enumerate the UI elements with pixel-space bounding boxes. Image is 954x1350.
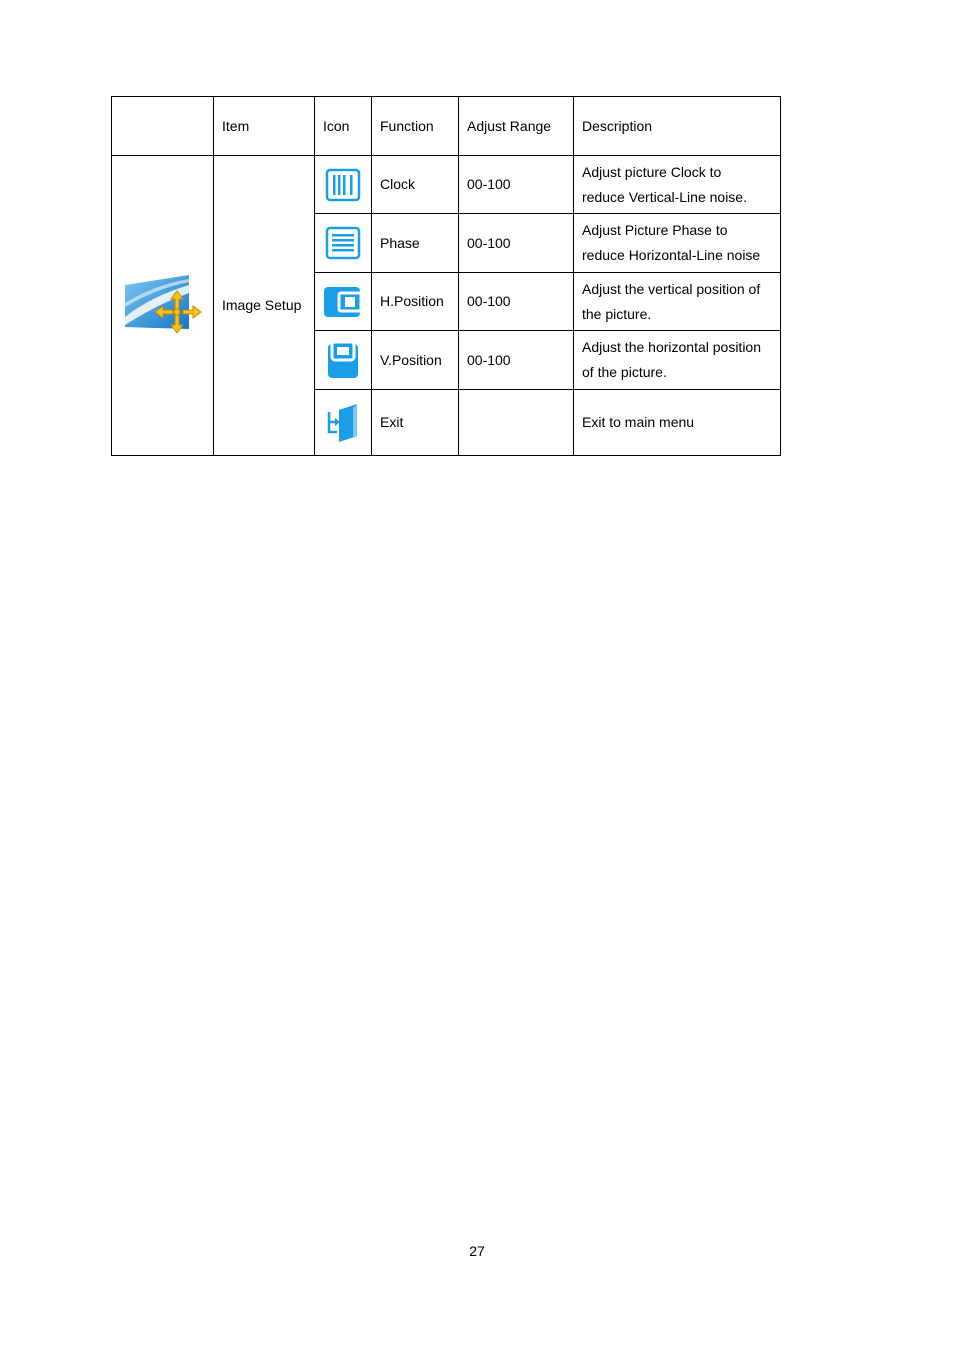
description-clock [574,156,781,214]
description-line: Adjust the vertical position of [582,280,761,297]
description-line: reduce Vertical-Line noise. [582,188,747,205]
description-h-position [574,273,781,331]
description-v-position [574,331,781,390]
description-exit [574,390,781,456]
description-line: reduce Horizontal-Line noise [582,247,761,263]
header-adjust-range: Adjust Range [459,97,574,156]
function-clock: Clock [372,156,459,214]
icon-cell [315,390,372,456]
description-line: Adjust Picture Phase to [582,222,728,238]
description-line: Exit to main menu [582,414,695,430]
range-phase: 00-100 [459,214,574,273]
header-description: Description [574,97,781,156]
description-line: of the picture. [582,364,667,380]
image-setup-icon [123,273,203,339]
header-function: Function [372,97,459,156]
icon-cell [315,214,372,273]
range-h-position: 00-100 [459,273,574,331]
icon-cell [315,331,372,390]
description-line: the picture. [582,305,652,322]
description-line: Adjust the horizontal position [582,339,761,355]
range-v-position: 00-100 [459,331,574,390]
group-icon-cell [112,156,214,456]
clock-icon [325,168,361,202]
item-name: Image Setup [214,156,315,456]
v-position-icon [325,340,361,380]
osd-function-table [111,96,781,456]
table-header-row [112,97,781,156]
function-h-position: H.Position [372,273,459,331]
h-position-icon [323,285,367,319]
function-exit: Exit [372,390,459,456]
icon-cell [315,273,372,331]
description-phase [574,214,781,273]
table-row [112,156,781,214]
icon-cell [315,156,372,214]
header-item: Item [214,97,315,156]
function-phase: Phase [372,214,459,273]
range-clock: 00-100 [459,156,574,214]
header-group [112,97,214,156]
description-line: Adjust picture Clock to [582,163,722,180]
function-v-position: V.Position [372,331,459,390]
phase-icon [325,226,361,260]
page-number: 27 [469,1243,485,1259]
exit-icon [325,402,361,444]
range-exit [459,390,574,456]
header-icon: Icon [315,97,372,156]
